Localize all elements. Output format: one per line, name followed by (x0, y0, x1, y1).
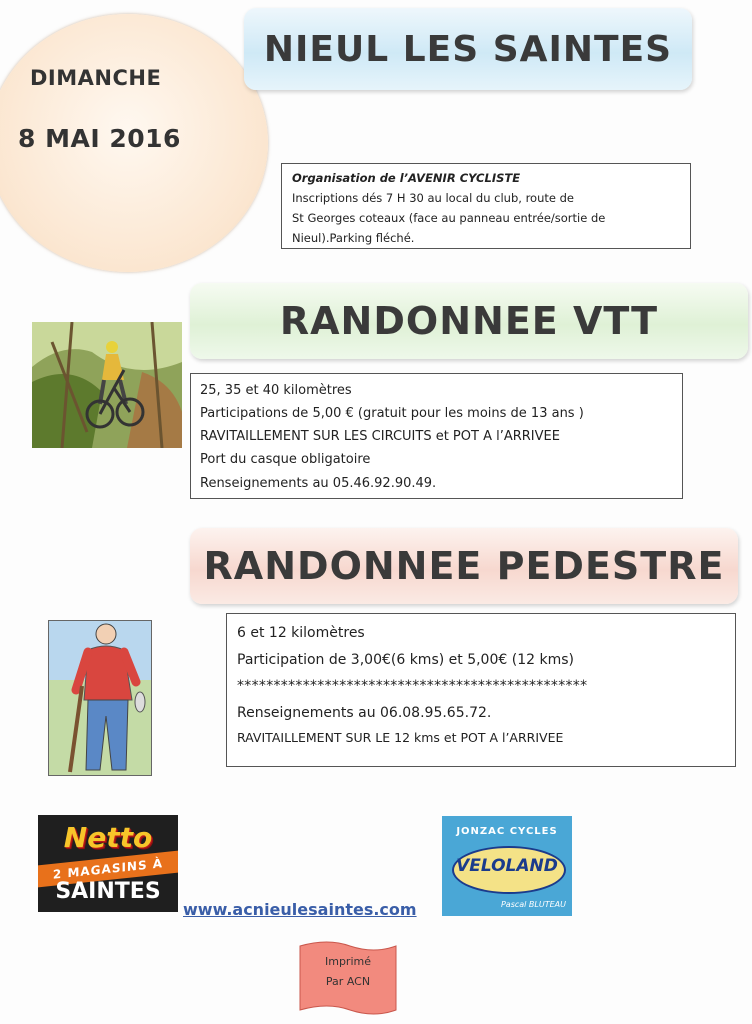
vtt-banner (190, 283, 748, 359)
town-title-banner (244, 8, 692, 90)
vtt-price: Participations de 5,00 € (gratuit pour les moins de 13 ans ) (200, 406, 584, 422)
veloland-sponsor-logo (442, 816, 572, 916)
vtt-distances: 25, 35 et 40 kilomètres (200, 383, 352, 398)
netto-tagline: 2 MAGASINS À (52, 856, 164, 882)
event-date: 8 MAI 2016 (18, 124, 181, 153)
vtt-helmet: Port du casque obligatoire (200, 452, 371, 468)
organisation-line: Nieul).Parking fléché. (292, 231, 415, 246)
organisation-line: Inscriptions dés 7 H 30 au local du club, route de (292, 191, 574, 206)
vtt-supplies: RAVITAILLEMENT SUR LES CIRCUITS et POT A l’ARRIVEE (200, 429, 560, 445)
organisation-line: St Georges coteaux (face au panneau entrée/sortie de (292, 211, 606, 226)
organisation-title: Organisation de l’AVENIR CYCLISTE (292, 171, 521, 185)
netto-wordmark: Netto (63, 821, 153, 854)
pedestre-price: Participation de 3,00€(6 kms) et 5,00€ (12 kms) (237, 651, 574, 668)
website-link[interactable]: www.acnieulesaintes.com (183, 900, 417, 919)
mountain-bike-photo (32, 322, 182, 448)
separator-stars: ************************************************ (237, 678, 588, 695)
veloland-name: VELOLAND (456, 856, 558, 876)
veloland-top-text: JONZAC CYCLES (456, 826, 558, 837)
hiker-illustration (48, 620, 152, 776)
hiker-icon (48, 620, 152, 776)
netto-sponsor-logo (38, 815, 178, 912)
pedestre-distances: 6 et 12 kilomètres (237, 625, 365, 641)
printer-line: Par ACN (325, 974, 371, 988)
vtt-contact: Renseignements au 05.46.92.90.49. (200, 475, 437, 491)
pedestre-contact: Renseignements au 06.08.95.65.72. (237, 704, 492, 721)
printer-credit (298, 952, 398, 992)
vtt-heading: RANDONNEE VTT (279, 299, 659, 343)
veloland-owner: Pascal BLUTEAU (500, 900, 566, 909)
pedestre-info-box (226, 613, 736, 767)
town-title: NIEUL LES SAINTES (263, 28, 673, 70)
event-day: DIMANCHE (30, 66, 162, 90)
pedestre-banner (190, 528, 738, 604)
pedestre-heading: RANDONNEE PEDESTRE (203, 544, 725, 588)
mountain-biker-icon (32, 322, 182, 448)
organisation-box (281, 163, 691, 249)
netto-city: SAINTES (55, 879, 161, 904)
printer-line: Imprimé (324, 955, 371, 968)
vtt-info-box (190, 373, 683, 499)
pedestre-supplies: RAVITAILLEMENT SUR LE 12 kms et POT A l’ARRIVEE (237, 730, 564, 746)
